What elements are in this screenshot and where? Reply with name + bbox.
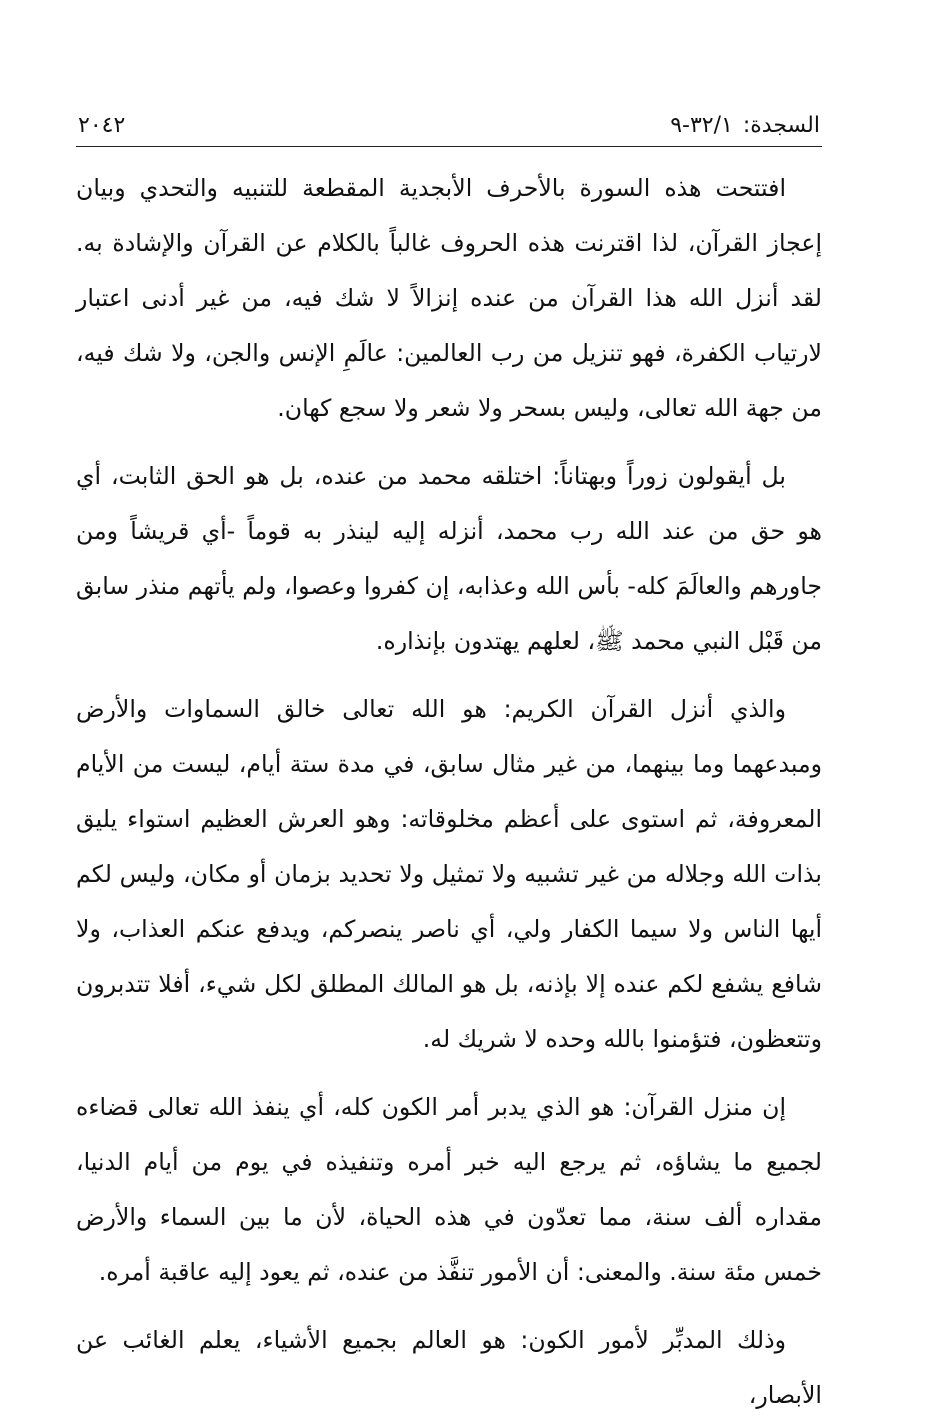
commentary-text <box>76 161 822 1423</box>
paragraph: بل أيقولون زوراً وبهتاناً: اختلقه محمد من عنده، بل هو الحق الثابت، أي هو حق من عند الله رب محمد، أنزله إليه لينذر به قوماً -أي قريشاً ومن جاورهم والعالَمَ كله- بأس الله وعذابه، إن كفروا وعصوا، ولم يأتهم منذر سابق من قَبْل النبي محمد ﷺ، لعلهم يهتدون بإنذاره. <box>76 462 822 655</box>
page-header <box>76 110 822 147</box>
paragraph: وذلك المدبِّر لأمور الكون: هو العالم بجميع الأشياء، يعلم الغائب عن الأبصار، <box>76 1326 822 1409</box>
surah-reference <box>670 110 820 142</box>
surah-name: السجدة: <box>742 113 820 138</box>
verse-range: ٣٢/١-٩ <box>670 113 733 138</box>
paragraph: إن منزل القرآن: هو الذي يدبر أمر الكون كله، أي ينفذ الله تعالى قضاءه لجميع ما يشاؤه، ثم يرجع اليه خبر أمره وتنفيذه في يوم من أيام الدنيا، مقداره ألف سنة، مما تعدّون في هذه الحياة، لأن ما بين السماء والأرض خمس مئة سنة. والمعنى: أن الأمور تنفَّذ من عنده، ثم يعود إليه عاقبة أمره. <box>76 1093 822 1286</box>
paragraph: افتتحت هذه السورة بالأحرف الأبجدية المقطعة للتنبيه والتحدي وبيان إعجاز القرآن، لذا اقترنت هذه الحروف غالباً بالكلام عن القرآن والإشادة به. لقد أنزل الله هذا القرآن من عنده إنزالاً لا شك فيه، من غير أدنى اعتبار لارتياب الكفرة، فهو تنزيل من رب العالمين: عالَمِ الإنس والجن، ولا شك فيه، من جهة الله تعالى، وليس بسحر ولا شعر ولا سجع كهان. <box>76 174 822 422</box>
page-number: ٢٠٤٢ <box>78 113 126 138</box>
book-page <box>76 110 822 1423</box>
paragraph: والذي أنزل القرآن الكريم: هو الله تعالى خالق السماوات والأرض ومبدعهما وما بينهما، من غير مثال سابق، في مدة ستة أيام، ليست من الأيام المعروفة، ثم استوى على أعظم مخلوقاته: وهو العرش العظيم استواء يليق بذات الله وجلاله من غير تشبيه ولا تمثيل ولا تحديد بزمان أو مكان، وليس لكم أيها الناس ولا سيما الكفار ولي، أي ناصر ينصركم، ويدفع عنكم العذاب، ولا شافع يشفع لكم عنده إلا بإذنه، بل هو المالك المطلق لكل شيء، أفلا تتدبرون وتتعظون، فتؤمنوا بالله وحده لا شريك له. <box>76 695 822 1053</box>
